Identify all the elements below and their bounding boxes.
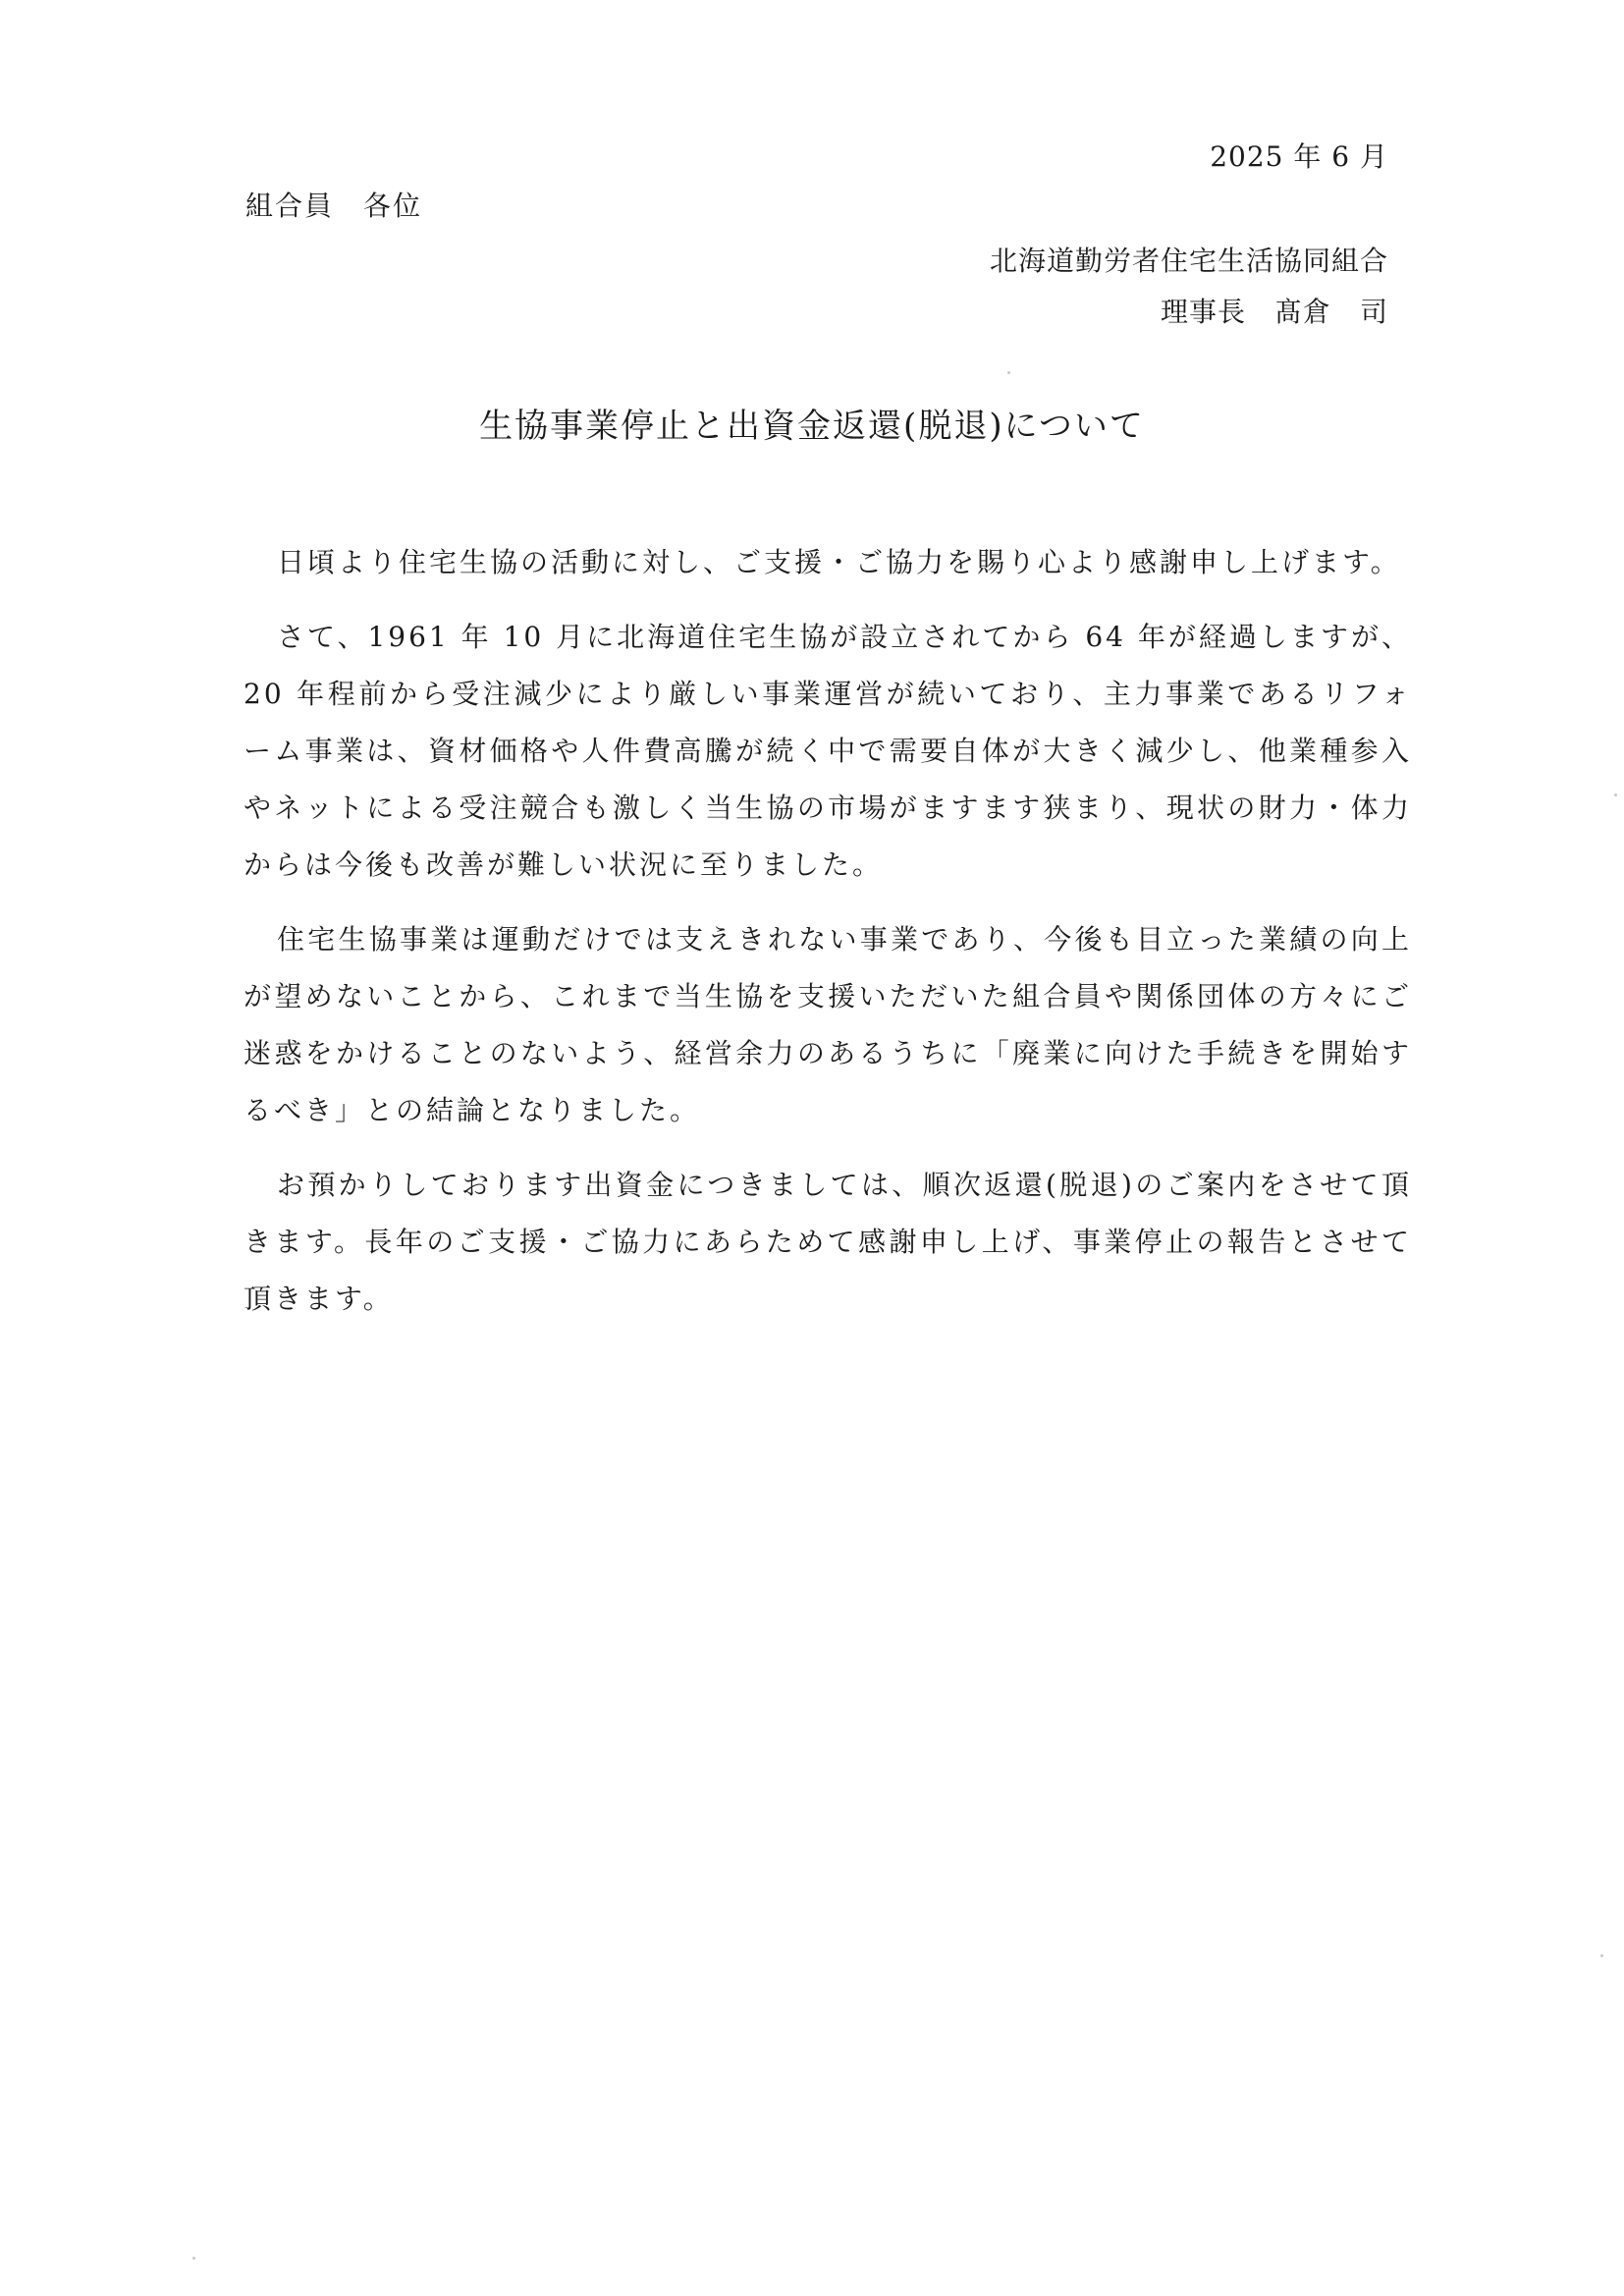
scan-speck: [1600, 1954, 1603, 1957]
body-paragraph: さて、1961 年 10 月に北海道住宅生協が設立されてから 64 年が経過しますが、20 年程前から受注減少により厳しい事業運営が続いており、主力事業であるリフォーム事業は、資材価格や人件費高騰が続く中で需要自体が大きく減少し、他業種参入やネットによる受注競合も激しく当生協の市場がますます狭まり、現状の財力・体力からは今後も改善が難しい状況に至りました。: [244, 621, 1412, 881]
scan-speck: [192, 2257, 195, 2260]
scan-speck: [1007, 371, 1010, 374]
recipient: 組合員 各位: [245, 190, 423, 222]
scan-speck: [1614, 793, 1617, 796]
body-paragraph: 日頃より住宅生協の活動に対し、ご支援・ご協力を賜り心より感謝申し上げます。: [277, 546, 1401, 578]
sender-representative: 理事長 髙倉 司: [1160, 296, 1388, 328]
document-body: [244, 534, 1412, 1345]
document-date: 2025 年 6 月: [1210, 140, 1388, 173]
body-paragraph: お預かりしております出資金につきましては、順次返還(脱退)のご案内をさせて頂きます。長年のご支援・ご協力にあらためて感謝申し上げ、事業停止の報告とさせて頂きます。: [244, 1169, 1412, 1315]
document-title: 生協事業停止と出資金返還(脱退)について: [479, 407, 1145, 446]
body-paragraph: 住宅生協事業は運動だけでは支えきれない事業であり、今後も目立った業績の向上が望めないことから、これまで当生協を支援いただいた組合員や関係団体の方々にご迷惑をかけることのないよう、経営余力のあるうちに「廃業に向けた手続きを開始するべき」との結論となりました。: [244, 923, 1412, 1126]
sender-block: [990, 236, 1388, 338]
sender-organization: 北海道勤労者住宅生活協同組合: [989, 245, 1388, 277]
